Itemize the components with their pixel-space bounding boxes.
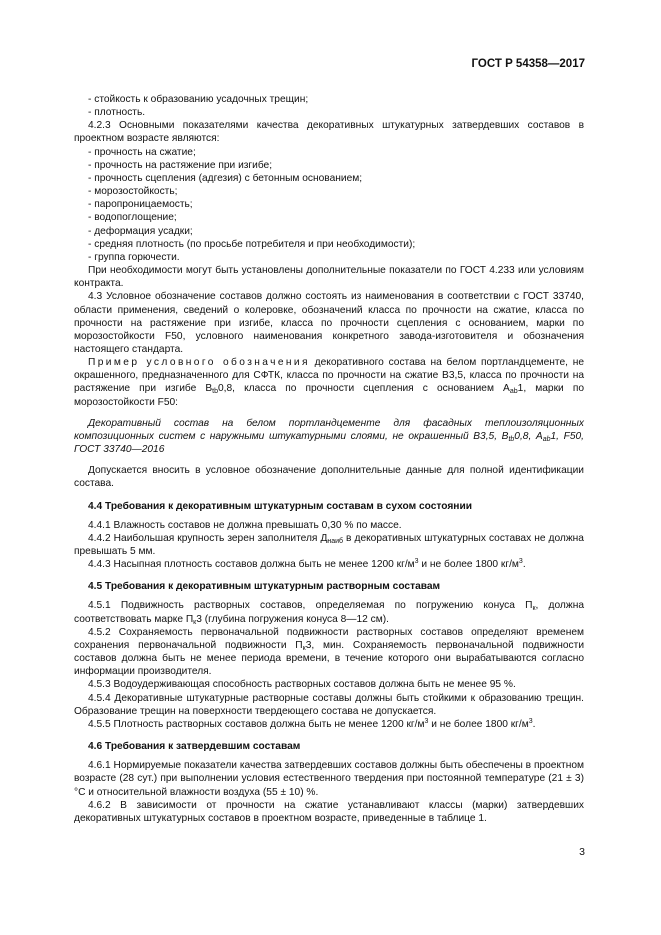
paragraph-4-5-2: 4.5.2 Сохраняемость первоначальной подвижности растворных составов определяют временем сохранения первоначальной подвижности $П_к3$, мин. Сохраняемость первоначальной подвижности составов должна быть не менее периода времени, в течение которого они вырабатываются согласно информации производителя. <box>74 626 585 678</box>
paragraph-4-5-5: 4.5.5 Плотность растворных составов должна быть не менее 1200 $кг/м^3$ и не более 1800 $кг/м^3$. <box>88 717 536 730</box>
list-item: - группа горючести. <box>88 251 180 263</box>
section-heading-4-6: 4.6 Требования к затвердевшим составам <box>88 741 301 753</box>
section-heading-4-5: 4.5 Требования к декоративным штукатурным растворным составам <box>88 581 441 593</box>
paragraph-4-4-2: 4.4.2 Наибольшая крупность зерен заполнителя $Д_{наиб}$ в декоративных штукатурных составах не должна превышать 5 мм. <box>74 532 584 557</box>
document-code: ГОСТ Р 54358—2017 <box>471 58 585 70</box>
list-item: - морозостойкость; <box>88 186 178 198</box>
list-item: - стойкость к образованию усадочных трещин; <box>88 94 309 105</box>
list-item: - деформация усадки; <box>88 225 193 237</box>
list-item: - плотность. <box>88 107 146 119</box>
paragraph-4-3: 4.3 Условное обозначение составов должно состоять из наименования в соответствии с ГОСТ 33740, области применения, сведений о колеровке, обозначений класса по прочности на сжатие, класса по прочности на растяжение при изгибе, класса по прочности сцепления с основанием, марки по морозостойкости F50, условного наименования конкретного завода-изготовителя и обозначения настоящего стандарта. <box>74 291 584 355</box>
paragraph-additional-indicators: При необходимости могут быть установлены дополнительные показатели по ГОСТ 4.233 или условиям контракта. <box>74 265 584 290</box>
example-designation: Декоративный состав на белом портландцементе для фасадных теплоизоляционных композиционных систем с наружными штукатурными слоями, не окрашенный В3,5, $В_{tb}0,8$, $А_{ab}1$, F50, ГОСТ 33740—2016 <box>74 417 584 456</box>
list-item: - прочность сцепления (адгезия) с бетонным основанием; <box>88 172 363 184</box>
list-item: - паропроницаемость; <box>88 199 193 211</box>
example-paragraph: Пример условного обозначения декоративного состава на белом портландцементе, не окрашенного, предназначенного для СФТК, класса по прочности на сжатие В3,5, класса по прочности на растяжение при изгибе $В_{tb}0,8$, класса по прочности сцепления с основанием $А_{ab}1$, марки по морозостойкости F50: <box>74 357 584 408</box>
list-item: - средняя плотность (по просьбе потребителя и при необходимости); <box>88 238 416 250</box>
page-body <box>74 93 584 825</box>
paragraph-4-5-3: 4.5.3 Водоудерживающая способность растворных составов должна быть не менее 95 %. <box>88 679 516 691</box>
section-heading-4-4: 4.4 Требования к декоративным штукатурным составам в сухом состоянии <box>88 500 472 512</box>
paragraph-4-5-4: 4.5.4 Декоративные штукатурные растворные составы должны быть стойкими к образованию трещин. Образование трещин на поверхности твердеющего состава не допускается. <box>74 692 584 717</box>
paragraph-4-6-1: 4.6.1 Нормируемые показатели качества затвердевших составов должны быть обеспечены в проектном возрасте (28 сут.) при выполнении условия естественного твердения при постоянной температуре (21 ± 3) °С и относительной влажности воздуха (55 ± 10) %. <box>74 760 584 798</box>
page-number: 3 <box>579 846 585 858</box>
paragraph-4-2-3: 4.2.3 Основными показателями качества декоративных штукатурных затвердевших составов в проектном возрасте являются: <box>74 120 584 145</box>
list-item: - прочность на растяжение при изгибе; <box>88 159 273 171</box>
list-item: - водопоглощение; <box>88 212 177 224</box>
example-label: Пример условного обозначения <box>88 357 310 369</box>
paragraph-4-6-2: 4.6.2 В зависимости от прочности на сжатие устанавливают классы (марки) затвердевших декоративных штукатурных составов в проектном возрасте, приведенные в таблице 1. <box>74 799 584 824</box>
paragraph-4-4-1: 4.4.1 Влажность составов не должна превышать 0,30 % по массе. <box>88 519 402 531</box>
paragraph-4-4-3: 4.4.3 Насыпная плотность составов должна быть не менее 1200 $кг/м^3$ и не более 1800 $кг/м^3$. <box>88 558 526 571</box>
paragraph-allowed-additions: Допускается вносить в условное обозначение дополнительные данные для полной идентификации состава. <box>74 465 584 490</box>
list-item: - прочность на сжатие; <box>88 146 196 158</box>
paragraph-4-5-1: 4.5.1 Подвижность растворных составов, определяемая по погружению конуса $П_к$, должна соответствовать марке $П_к3$ (глубина погружения конуса 8—12 см). <box>74 600 584 626</box>
